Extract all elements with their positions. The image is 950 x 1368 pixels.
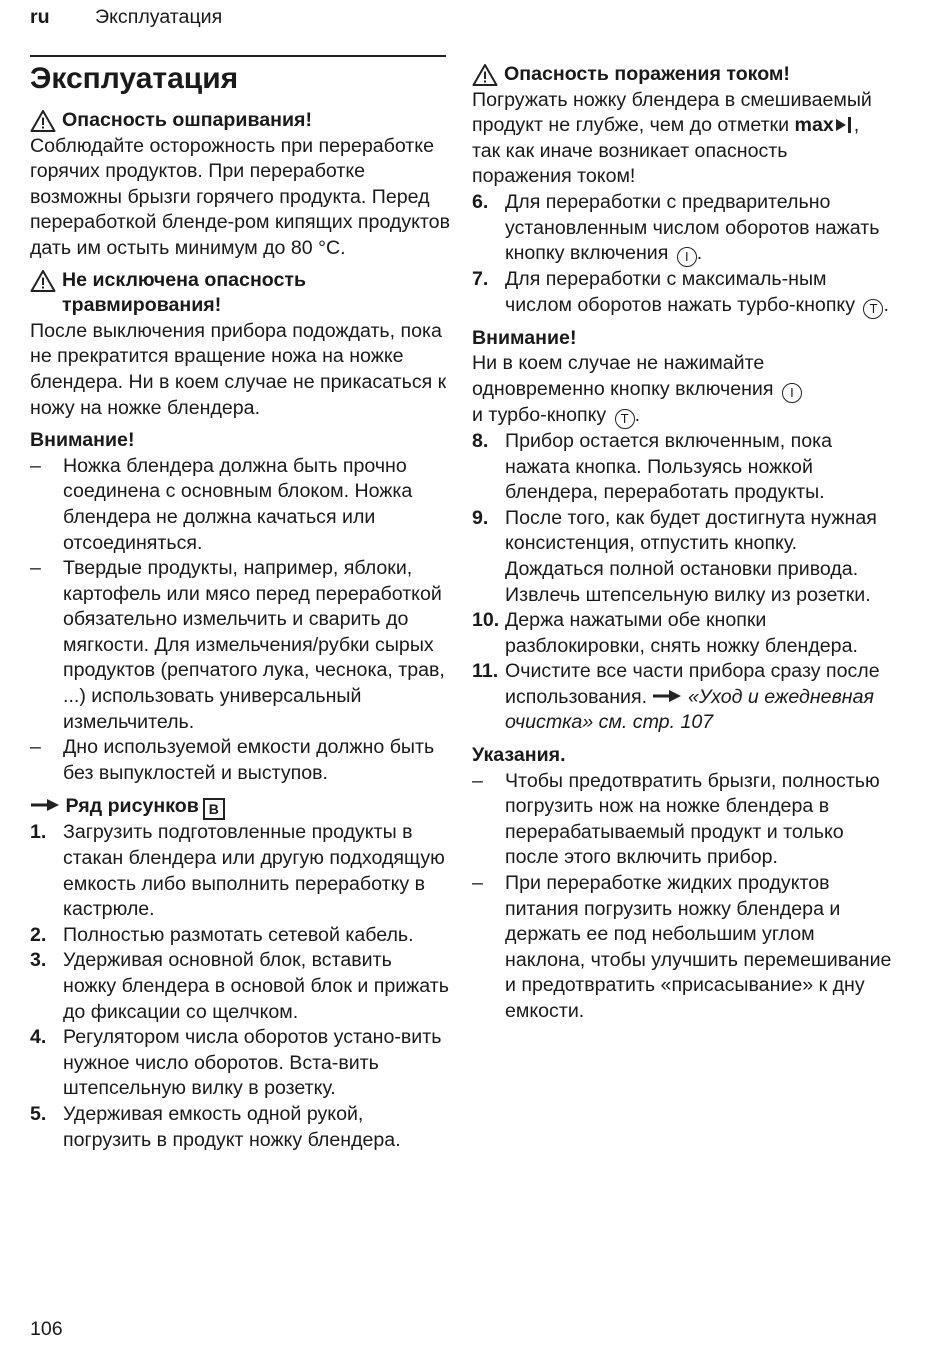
page-number: 106 <box>30 1318 63 1340</box>
list-item: 3. Удерживая основной блок, вставить ножку блендера в основой блок и прижать до фиксации со щелчком. <box>30 949 449 1023</box>
list-item: 8. Прибор остается включенным, пока нажата кнопка. Пользуясь ножкой блендера, переработать продукты. <box>472 429 833 504</box>
list-item: – При переработке жидких продуктов питания погрузить ножку блендера и держать ее под небольшим углом наклона, чтобы улучшить перемешивание и предотвратить «присасывание» к дну емкости. <box>472 871 892 1025</box>
list-item: 11. Очистите все части прибора сразу после использования. «Уход и ежедневная очистка» см. стр. 107 <box>472 660 880 734</box>
attention-text: Ни в коем случае не нажимайте одновременно кнопку включения I и турбо-кнопку T . <box>472 351 892 429</box>
attention-list <box>30 454 450 787</box>
notes-list <box>472 769 892 1025</box>
header-section: Эксплуатация <box>95 6 223 28</box>
list-item: – Ножка блендера должна быть прочно соединена с основным блоком. Ножка блендера не должна качаться или отсоединяться. <box>30 454 450 556</box>
list-item: 9. После того, как будет достигнута нужная консистенция, отпустить кнопку. Дождаться полной остановки привода. Извлечь штепсельную вилку из розетки. <box>472 506 877 606</box>
list-item: 5. Удерживая емкость одной рукой, погрузить в продукт ножку блендера. <box>30 1102 401 1151</box>
dash-marker: – <box>472 769 483 792</box>
list-item: 1. Загрузить подготовленные продукты в стакан блендера или другую подходящую емкость либо выполнить переработку в кастрюле. <box>30 821 445 921</box>
list-item: 2. Полностью размотать сетевой кабель. <box>30 923 414 946</box>
dash-marker: – <box>30 454 41 477</box>
warning-scald-text: Соблюдайте осторожность при переработке горячих продуктов. При переработке возможны брызги горячего продукта. Перед переработкой бленде-ром кипящих продуктов дать им остыть минимум до 80 °C. <box>30 134 450 259</box>
turbo-button-symbol-icon: T <box>863 299 883 319</box>
steps-list-right <box>472 190 892 319</box>
warning-injury-heading <box>30 268 450 319</box>
warning-scald-heading <box>30 108 450 134</box>
warning-shock-title: Опасность поражения током! <box>504 63 790 85</box>
list-item: – Твердые продукты, например, яблоки, картофель или мясо перед переработкой обязательно измельчить и сварить до мягкости. Для измельчения/рубки сырых продуктов (репчатого лука, чеснока, трав, ...) использовать универсальный измельчитель. <box>30 556 450 735</box>
dash-marker: – <box>472 872 483 895</box>
list-item: 4. Регулятором числа оборотов устано-вить нужное число оборотов. Вста-вить штепсельную вилку в розетку. <box>30 1026 442 1100</box>
list-item: 7. Для переработки с максималь-ным числом оборотов нажать турбо-кнопку T . <box>472 267 892 319</box>
left-column <box>30 62 450 1153</box>
list-item: 10. Держа нажатыми обе кнопки разблокировки, снять ножку блендера. <box>472 609 858 657</box>
warning-injury-title: Не исключена опасность травмирования! <box>62 268 307 317</box>
max-mark-icon <box>834 116 854 134</box>
power-button-symbol-icon: I <box>677 247 697 267</box>
figure-reference <box>30 794 450 820</box>
steps-list <box>30 820 450 1153</box>
page-title: Эксплуатация <box>30 62 239 95</box>
list-item: – Дно используемой емкости должно быть без выпуклостей и выступов. <box>30 735 450 786</box>
attention-heading: Внимание! <box>30 429 135 452</box>
warning-shock-text: Погружать ножку блендера в смешиваемый продукт не глубже, чем до отметки max , так как иначе возникает опасность поражения током! <box>472 88 872 188</box>
attention-heading: Внимание! <box>472 326 577 349</box>
figure-reference-label: Ряд рисунков <box>65 795 199 818</box>
list-item: – Чтобы предотвратить брызги, полностью погрузить нож на ножке блендера в перерабатываемый продукт и только после этого включить прибор. <box>472 769 892 871</box>
list-item: 6. Для переработки с предварительно установленным числом оборотов нажать кнопку включения I . <box>472 190 892 267</box>
notes-heading: Указания. <box>472 744 566 767</box>
turbo-button-symbol-icon: T <box>615 409 635 429</box>
arrow-right-icon <box>652 689 682 703</box>
dash-marker: – <box>30 557 41 580</box>
language-code: ru <box>30 6 50 28</box>
warning-triangle-icon <box>472 63 498 87</box>
arrow-right-icon <box>30 798 60 812</box>
figure-letter-box: B <box>203 798 225 820</box>
right-column <box>472 62 892 1025</box>
dash-marker: – <box>30 736 41 759</box>
warning-scald-title: Опасность ошпаривания! <box>62 109 312 131</box>
header-rule <box>30 55 446 57</box>
power-button-symbol-icon: I <box>782 383 802 403</box>
warning-shock-heading <box>472 62 892 88</box>
cross-reference: «Уход и ежедневная очистка» см. стр. 107 <box>505 685 874 734</box>
steps-list-right-b <box>472 429 892 736</box>
warning-injury-text: После выключения прибора подождать, пока не прекратится вращение ножа на ножке блендера. Ни в коем случае не прикасаться к ножу на ножке блендера. <box>30 319 447 419</box>
running-header <box>30 5 222 31</box>
max-mark: max <box>794 114 834 137</box>
warning-triangle-icon <box>30 109 56 133</box>
warning-triangle-icon <box>30 269 56 293</box>
